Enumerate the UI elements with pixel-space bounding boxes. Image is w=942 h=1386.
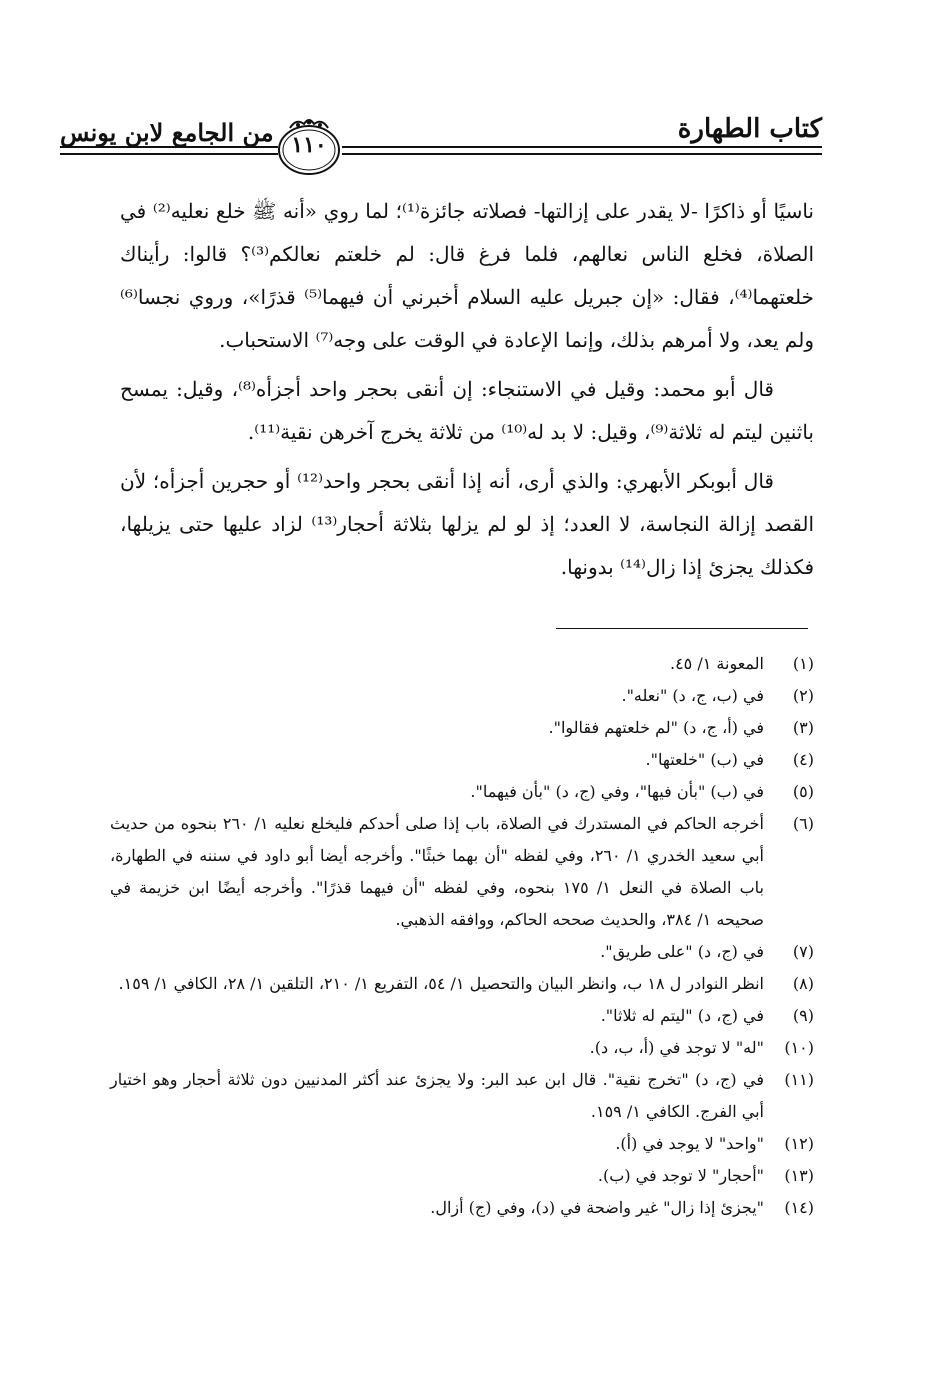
footnote-number: (٥) xyxy=(792,782,814,801)
footnote-text: في (ب، ج، د) "نعله". xyxy=(621,686,764,705)
footnote-text: في (ج، د) "تخرج نقية". قال ابن عبد البر: ولا يجزئ عند أكثر المدنيين دون ثلاثة أحجار وهو اختيار أبي الفرج. الكافي ١/ ١٥٩. xyxy=(110,1070,764,1121)
footnote xyxy=(110,808,814,936)
page-number-ornament xyxy=(276,114,342,178)
footnote-number: (٢) xyxy=(792,686,814,705)
footnote-number: (١١) xyxy=(784,1070,814,1089)
footnote-text: انظر النوادر ل ١٨ ب، وانظر البيان والتحصيل ١/ ٥٤، التفريع ١/ ٢١٠، التلقين ١/ ٢٨، الكافي ١/ ١٥٩. xyxy=(118,974,764,993)
footnote-number: (١) xyxy=(792,654,814,673)
footnote-number: (٦) xyxy=(792,814,814,833)
paragraph-1: ناسيًا أو ذاكرًا -لا يقدر على إزالتها- فصلاته جائزة⁽¹⁾؛ لما روي «أنه ﷺ خلع نعليه⁽²⁾ في الصلاة، فخلع الناس نعالهم، فلما فرغ قال: لم خلعتم نعالكم⁽³⁾؟ قالوا: رأيناك خلعتهما⁽⁴⁾، فقال: «إن جبريل عليه السلام أخبرني أن فيهما⁽⁵⁾ قذرًا»، وروي نجسا⁽⁶⁾ ولم يعد، ولا أمرهم بذلك، وإنما الإعادة في الوقت على وجه⁽⁷⁾ الاستحباب. xyxy=(120,199,814,352)
footnote xyxy=(110,968,814,1000)
footnote-text: المعونة ١/ ٤٥. xyxy=(669,654,764,673)
footnote xyxy=(110,712,814,744)
footnote-text: في (ج، د) "ليتم له ثلاثا". xyxy=(600,1006,764,1025)
page-number: ١١٠ xyxy=(291,132,327,158)
footnote xyxy=(110,1064,814,1128)
footnote-number: (١٢) xyxy=(784,1134,814,1153)
header-rule-left xyxy=(60,146,278,155)
footnote xyxy=(110,1128,814,1160)
footnote xyxy=(110,744,814,776)
footnotes xyxy=(110,648,814,1224)
footnote-text: "أحجار" لا توجد في (ب). xyxy=(597,1166,764,1185)
footnote-number: (٣) xyxy=(792,718,814,737)
main-text xyxy=(120,190,814,595)
footnote xyxy=(110,936,814,968)
footnote-text: في (ب) "خلعتها". xyxy=(645,750,764,769)
footnote xyxy=(110,1192,814,1224)
source-title: من الجامع لابن يونس xyxy=(60,118,274,147)
footnote-text: في (ج، د) "على طريق". xyxy=(600,942,764,961)
footnote-text: في (أ، ج، د) "لم خلعتهم فقالوا". xyxy=(548,718,764,737)
footnote-text: "واحد" لا يوجد في (أ). xyxy=(615,1134,764,1153)
footnote xyxy=(110,776,814,808)
footnote xyxy=(110,1032,814,1064)
footnote-number: (١٣) xyxy=(784,1166,814,1185)
footnote xyxy=(110,1160,814,1192)
footnote-number: (٩) xyxy=(792,1006,814,1025)
footnote-text: "يجزئ إذا زال" غير واضحة في (د)، وفي (ج) أزال. xyxy=(430,1198,764,1217)
page-header xyxy=(60,112,822,182)
footnote-text: أخرجه الحاكم في المستدرك في الصلاة، باب إذا صلى أحدكم فليخلع نعليه ١/ ٢٦٠ بنحوه من حديث أبي سعيد الخدري ١/ ٢٦٠، وفي لفظه "أن بهما خبثًا". وأخرجه أيضا أبو داود في سننه في الطهارة، باب الصلاة في النعل ١/ ١٧٥ بنحوه، وفي لفظه "أن فيهما قذرًا". وأخرجه أيضًا ابن خزيمة في صحيحه ١/ ٣٨٤، والحديث صححه الحاكم، ووافقه الذهبي. xyxy=(110,814,765,929)
paragraph-3: قال أبوبكر الأبهري: والذي أرى، أنه إذا أنقى بحجر واحد⁽¹²⁾ أو حجرين أجزأه؛ لأن القصد إزالة النجاسة، لا العدد؛ إذ لو لم يزلها بثلاثة أحجار⁽¹³⁾ لزاد عليها حتى يزيلها، فكذلك يجزئ إذا زال⁽¹⁴⁾ بدونها. xyxy=(120,469,815,579)
footnote-number: (٤) xyxy=(792,750,814,769)
footnote-text: في (ب) "بأن فيها"، وفي (ج، د) "بأن فيهما". xyxy=(470,782,764,801)
header-rule-right xyxy=(342,146,822,155)
footnote-number: (٨) xyxy=(792,974,814,993)
footnote-number: (١٤) xyxy=(784,1198,814,1217)
footnote xyxy=(110,680,814,712)
paragraph-2: قال أبو محمد: وقيل في الاستنجاء: إن أنقى بحجر واحد أجزأه⁽⁸⁾، وقيل: يمسح باثنين ليتم له ثلاثة⁽⁹⁾، وقيل: لا بد له⁽¹⁰⁾ من ثلاثة يخرج آخرهن نقية⁽¹¹⁾. xyxy=(120,377,814,444)
footnote-number: (١٠) xyxy=(784,1038,814,1057)
footnote-number: (٧) xyxy=(792,942,814,961)
footnote xyxy=(110,648,814,680)
footnote-separator xyxy=(556,628,808,629)
book-title: كتاب الطهارة xyxy=(677,114,822,144)
footnote xyxy=(110,1000,814,1032)
footnote-text: "له" لا توجد في (أ، ب، د). xyxy=(589,1038,764,1057)
